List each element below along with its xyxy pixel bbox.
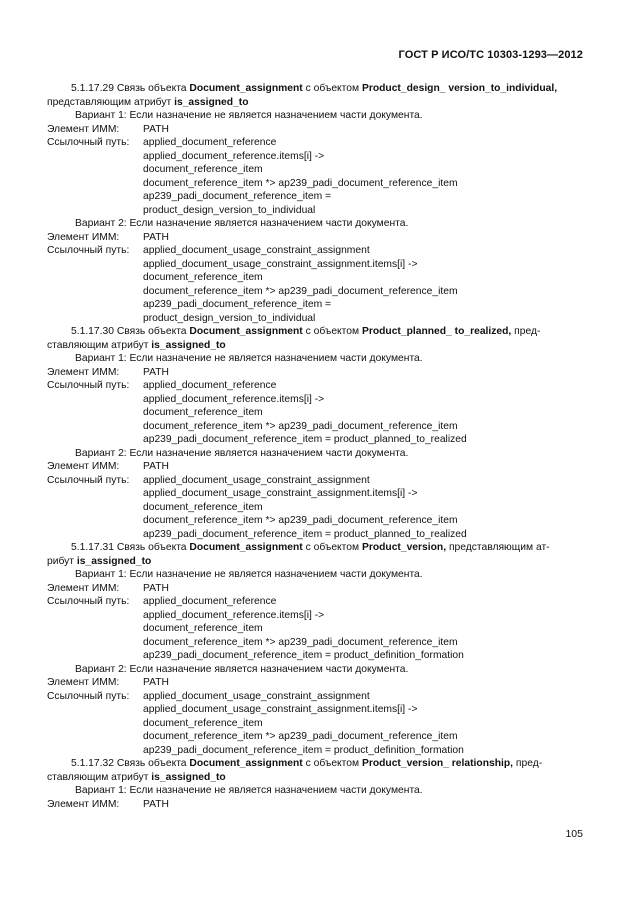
element-row: Элемент ИММ: PATH [47,798,169,810]
ref-path-row: Ссылочный путь: applied_document_reference applied_document_reference.items[i] -> document_reference_item document_reference_item *> ap239_padi_document_reference_item ap239_padi_document_reference_item = product_definition_formation [47,596,464,661]
page-number: 105 [565,828,583,840]
target-entity: Product_design_ version_to_individual, [361,83,558,94]
ref-path-row: Ссылочный путь: applied_document_reference applied_document_reference.items[i] -> document_reference_item document_reference_item *> ap239_padi_document_reference_item ap239_padi_document_reference_item = product_design_version_to_individual [47,137,458,216]
variant-2-label: Вариант 2: Если назначение является назначением части документа. [75,663,409,675]
variant-1-label: Вариант 1: Если назначение не является назначением части документа. [75,785,423,796]
attribute-name: is_assigned_to [174,96,249,108]
element-row: Элемент ИММ: PATH [47,366,169,378]
path-lines: applied_document_reference applied_document_reference.items[i] -> document_reference_item document_reference_item *> ap239_padi_document_reference_item ap239_padi_document_reference_item = product_planned_to_realized [143,380,467,445]
element-row: Элемент ИММ: PATH [47,123,169,135]
source-entity: Document_assignment [189,83,303,94]
section-heading: 5.1.17.31 Связь объекта Document_assignment с объектом Product_version, представляющим ат- рибут is_assigned_to [47,542,550,567]
section-heading: 5.1.17.29 Связь объекта Document_assignment с объектом Product_design_ version_to_individual, представляющим атрибут is_assigned_to [47,83,558,108]
variant-1-label: Вариант 1: Если назначение не является назначением части документа. [75,569,423,580]
variant-1-label: Вариант 1: Если назначение не является назначением части документа. [75,110,423,121]
target-entity: Product_planned_ to_realized, [361,326,512,337]
section-heading: 5.1.17.32 Связь объекта Document_assignment с объектом Product_version_ relationship, пред- ставляющим атрибут is_assigned_to [47,758,543,783]
source-entity: Document_assignment [189,542,303,553]
path-lines: applied_document_usage_constraint_assignment applied_document_usage_constraint_assignment.items[i] -> document_reference_item document_reference_item *> ap239_padi_document_reference_item ap239_padi_document_reference_item = product_definition_formation [143,690,464,756]
source-entity: Document_assignment [189,758,303,769]
ref-path-row: Ссылочный путь: applied_document_reference applied_document_reference.items[i] -> document_reference_item document_reference_item *> ap239_padi_document_reference_item ap239_padi_document_reference_item = product_planned_to_realized [47,380,467,445]
element-row: Элемент ИММ: PATH [47,677,169,688]
ref-path-row: Ссылочный путь: applied_document_usage_constraint_assignment applied_document_usage_constraint_assignment.items[i] -> document_reference_item document_reference_item *> ap239_padi_document_reference_item ap239_padi_document_reference_item = product_definition_formation [47,690,464,756]
page-body [47,82,583,811]
ref-path-row: Ссылочный путь: applied_document_usage_constraint_assignment applied_document_usage_constraint_assignment.items[i] -> document_reference_item document_reference_item *> ap239_padi_document_reference_item ap239_padi_document_reference_item = product_design_version_to_individual [47,245,458,324]
variant-2-label: Вариант 2: Если назначение является назначением части документа. [75,447,409,459]
section [47,541,583,757]
element-row: Элемент ИММ: PATH [47,461,169,472]
section [47,82,583,325]
path-lines: applied_document_reference applied_document_reference.items[i] -> document_reference_item document_reference_item *> ap239_padi_document_reference_item ap239_padi_document_reference_item = product_definition_formation [143,596,464,661]
target-entity: Product_version_ relationship, [361,758,514,769]
attribute-name: is_assigned_to [151,771,226,783]
element-row: Элемент ИММ: PATH [47,582,169,594]
section [47,325,583,541]
running-header: ГОСТ Р ИСО/ТС 10303-1293—2012 [398,49,583,61]
path-lines: applied_document_usage_constraint_assignment applied_document_usage_constraint_assignment.items[i] -> document_reference_item document_reference_item *> ap239_padi_document_reference_item ap239_padi_document_reference_item = product_design_version_to_individual [143,245,458,324]
source-entity: Document_assignment [189,326,303,337]
section [47,757,583,811]
element-row: Элемент ИММ: PATH [47,231,169,243]
attribute-name: is_assigned_to [76,555,152,567]
path-lines: applied_document_usage_constraint_assignment applied_document_usage_constraint_assignment.items[i] -> document_reference_item document_reference_item *> ap239_padi_document_reference_item ap239_padi_document_reference_item = product_planned_to_realized [143,474,467,540]
variant-1-label: Вариант 1: Если назначение не является назначением части документа. [75,353,423,364]
ref-path-row: Ссылочный путь: applied_document_usage_constraint_assignment applied_document_usage_constraint_assignment.items[i] -> document_reference_item document_reference_item *> ap239_padi_document_reference_item ap239_padi_document_reference_item = product_planned_to_realized [47,474,467,540]
variant-2-label: Вариант 2: Если назначение является назначением части документа. [75,218,409,229]
attribute-name: is_assigned_to [151,339,226,351]
path-lines: applied_document_reference applied_document_reference.items[i] -> document_reference_item document_reference_item *> ap239_padi_document_reference_item ap239_padi_document_reference_item = product_design_version_to_individual [143,137,458,216]
section-heading: 5.1.17.30 Связь объекта Document_assignment с объектом Product_planned_ to_realized, пред- ставляющим атрибут is_assigned_to [47,326,541,351]
target-entity: Product_version, [361,542,447,553]
